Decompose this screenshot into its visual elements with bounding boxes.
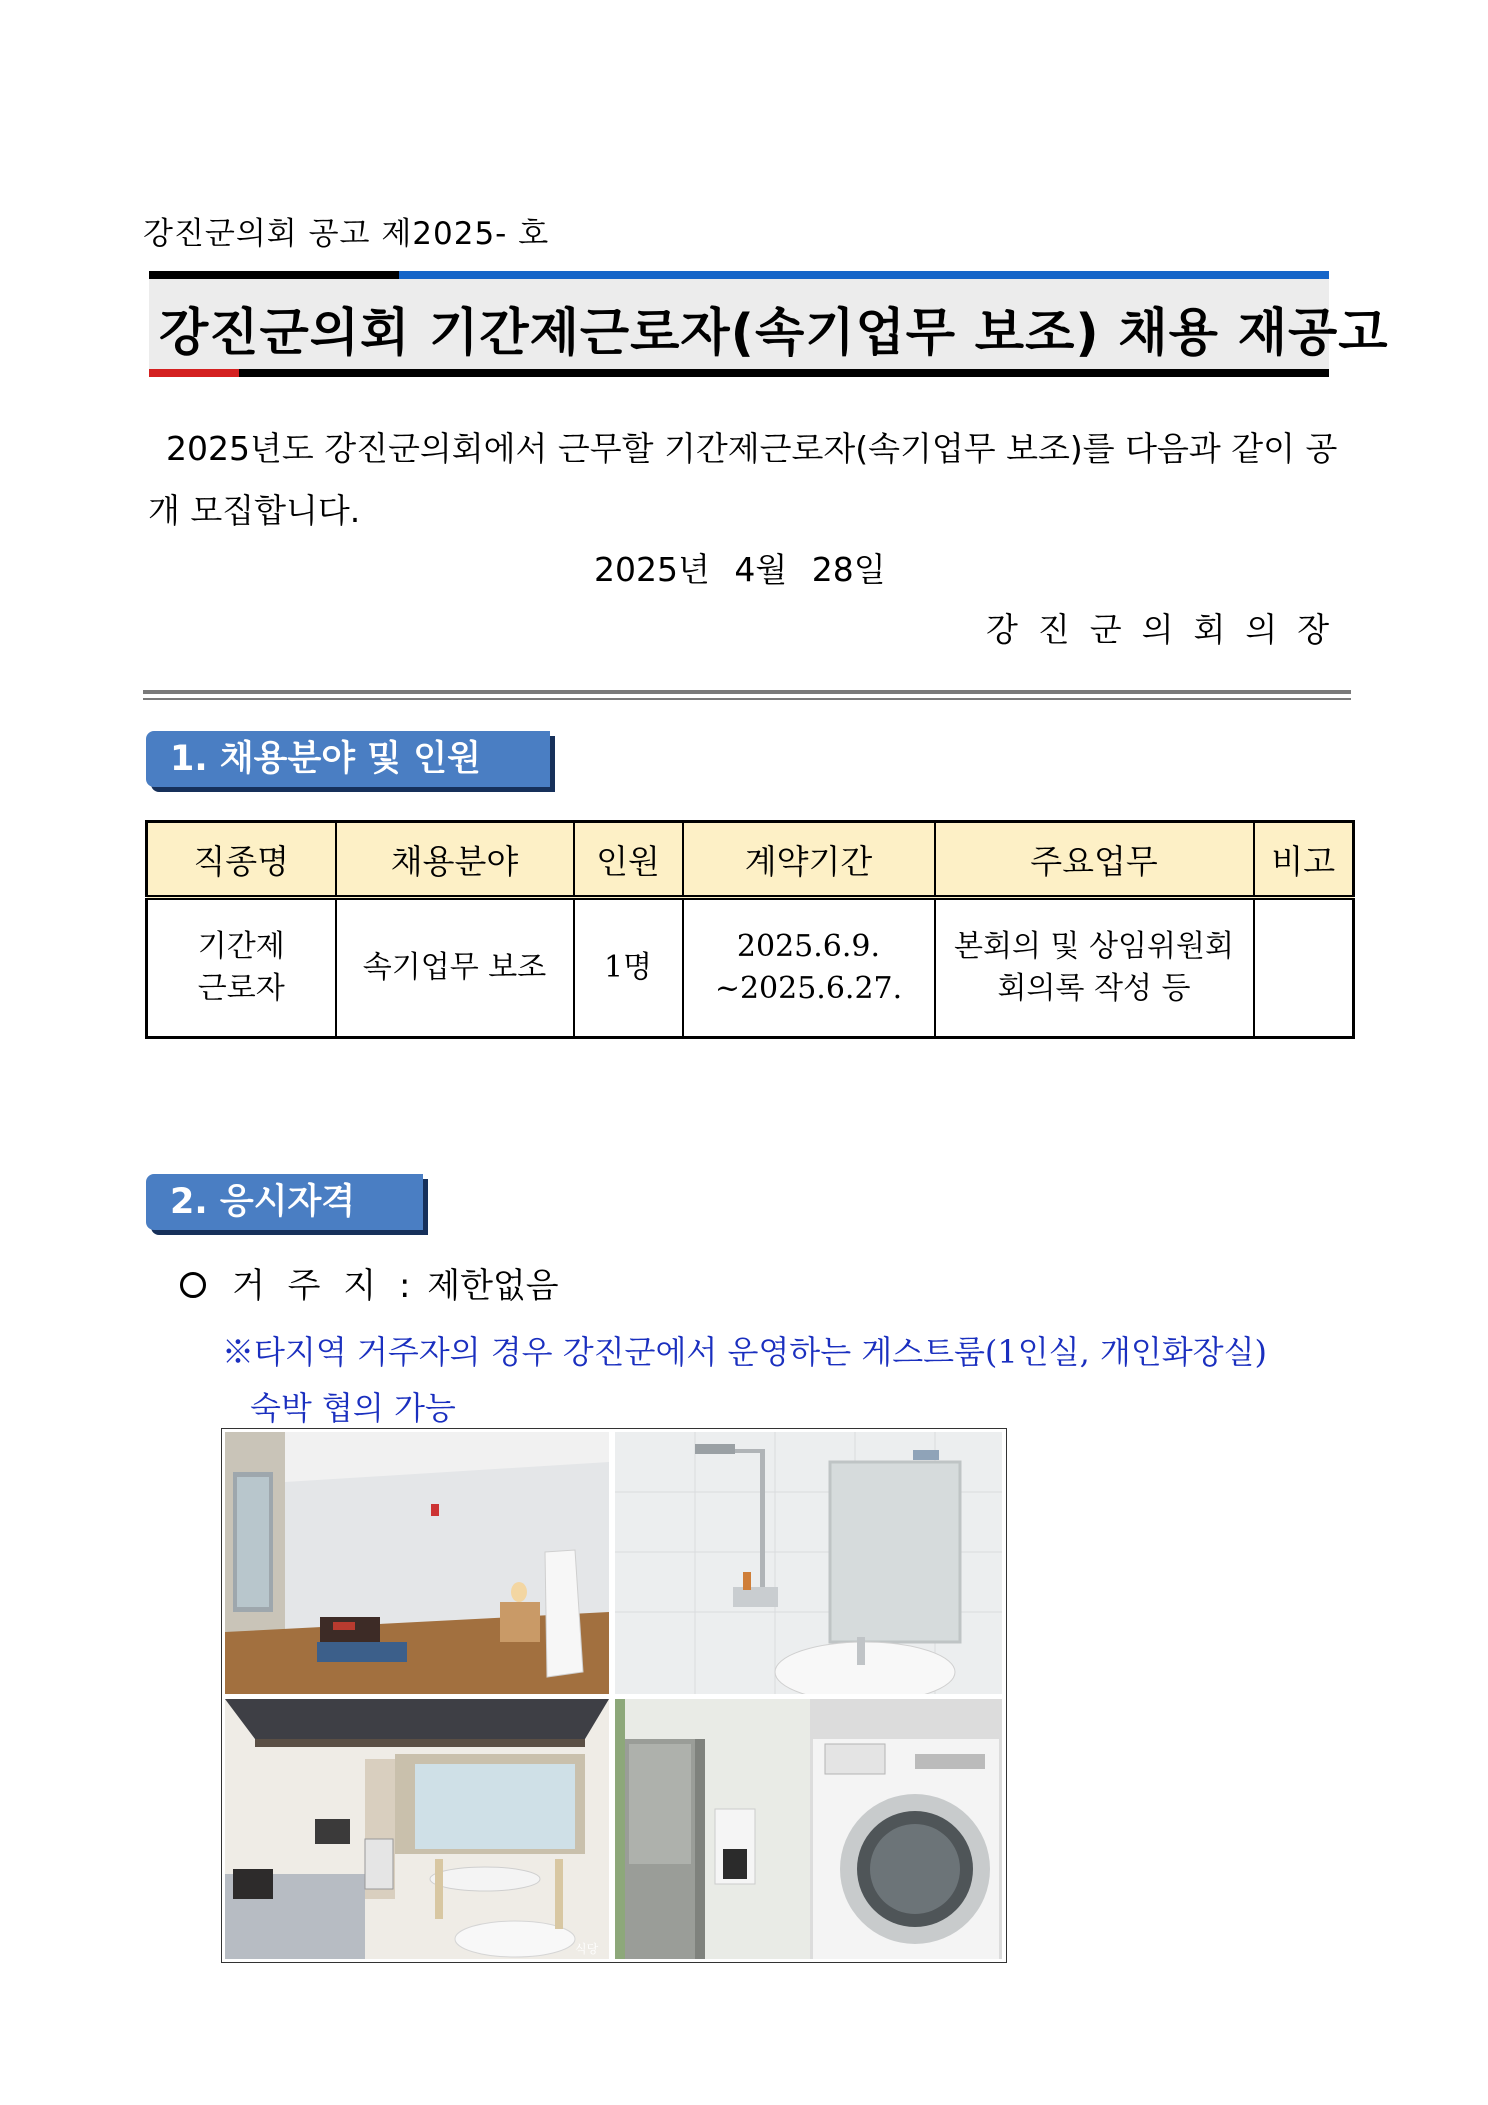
title-top-bar <box>149 271 1329 279</box>
notice-date: 2025년 4월 28일 <box>594 550 886 589</box>
field-cell: 속기업무 보조 <box>336 898 574 1038</box>
column-header: 인원 <box>574 822 683 898</box>
job-type-line: 근로자 <box>197 971 285 1006</box>
duty-line: 회의록 작성 등 <box>997 971 1191 1006</box>
column-header: 주요업무 <box>935 822 1254 898</box>
guestroom-photo-grid <box>221 1428 1007 1963</box>
column-header: 직종명 <box>147 822 336 898</box>
column-header: 계약기간 <box>683 822 935 898</box>
bathroom-photo <box>615 1432 1002 1694</box>
duty-line: 본회의 및 상임위원회 <box>954 929 1234 964</box>
remark-cell <box>1254 898 1354 1038</box>
job-type-line: 기간제 <box>197 929 285 964</box>
count-cell: 1명 <box>574 898 683 1038</box>
room-photo <box>225 1432 609 1694</box>
residence-label: 거 주 지 : <box>232 1266 417 1306</box>
residence-value: 제한없음 <box>427 1266 559 1306</box>
note-line: 숙박 협의 가능 <box>250 1389 456 1427</box>
residence-requirement <box>180 1258 559 1307</box>
note-line: ※타지역 거주자의 경우 강진군에서 운영하는 게스트룸(1인실, 개인화장실) <box>222 1333 1267 1371</box>
period-cell <box>683 898 935 1038</box>
period-line: 2025.6.9. <box>736 929 881 964</box>
signer: 강진군의회의장 <box>986 610 1350 649</box>
column-header: 채용분야 <box>336 822 574 898</box>
kitchen-caption: 식당 <box>575 1942 599 1956</box>
recruitment-table <box>145 820 1355 1039</box>
section-heading-recruitment: 1. 채용분야 및 인원 <box>146 731 550 787</box>
title-banner <box>149 271 1389 377</box>
divider <box>143 690 1351 694</box>
notice-number: 강진군의회 공고 제2025- 호 <box>143 216 550 252</box>
duty-cell <box>935 898 1254 1038</box>
title-bottom-bar <box>149 369 1329 377</box>
table-row <box>147 898 1354 1038</box>
intro-paragraph: 2025년도 강진군의회에서 근무할 기간제근로자(속기업무 보조)를 다음과 같이 공개 모집합니다. <box>148 429 1338 530</box>
column-header: 비고 <box>1254 822 1354 898</box>
period-line: ~2025.6.27. <box>714 971 903 1006</box>
page-title: 강진군의회 기간제근로자(속기업무 보조) 채용 재공고 <box>159 304 1389 363</box>
divider <box>143 698 1351 700</box>
table-header-row <box>147 822 1354 898</box>
circle-bullet-icon <box>180 1272 206 1298</box>
guestroom-note <box>222 1324 1322 1436</box>
job-type-cell <box>147 898 336 1038</box>
section-heading-qualification: 2. 응시자격 <box>146 1174 423 1230</box>
appliance-photo <box>615 1699 1002 1959</box>
kitchen-photo <box>225 1699 609 1959</box>
